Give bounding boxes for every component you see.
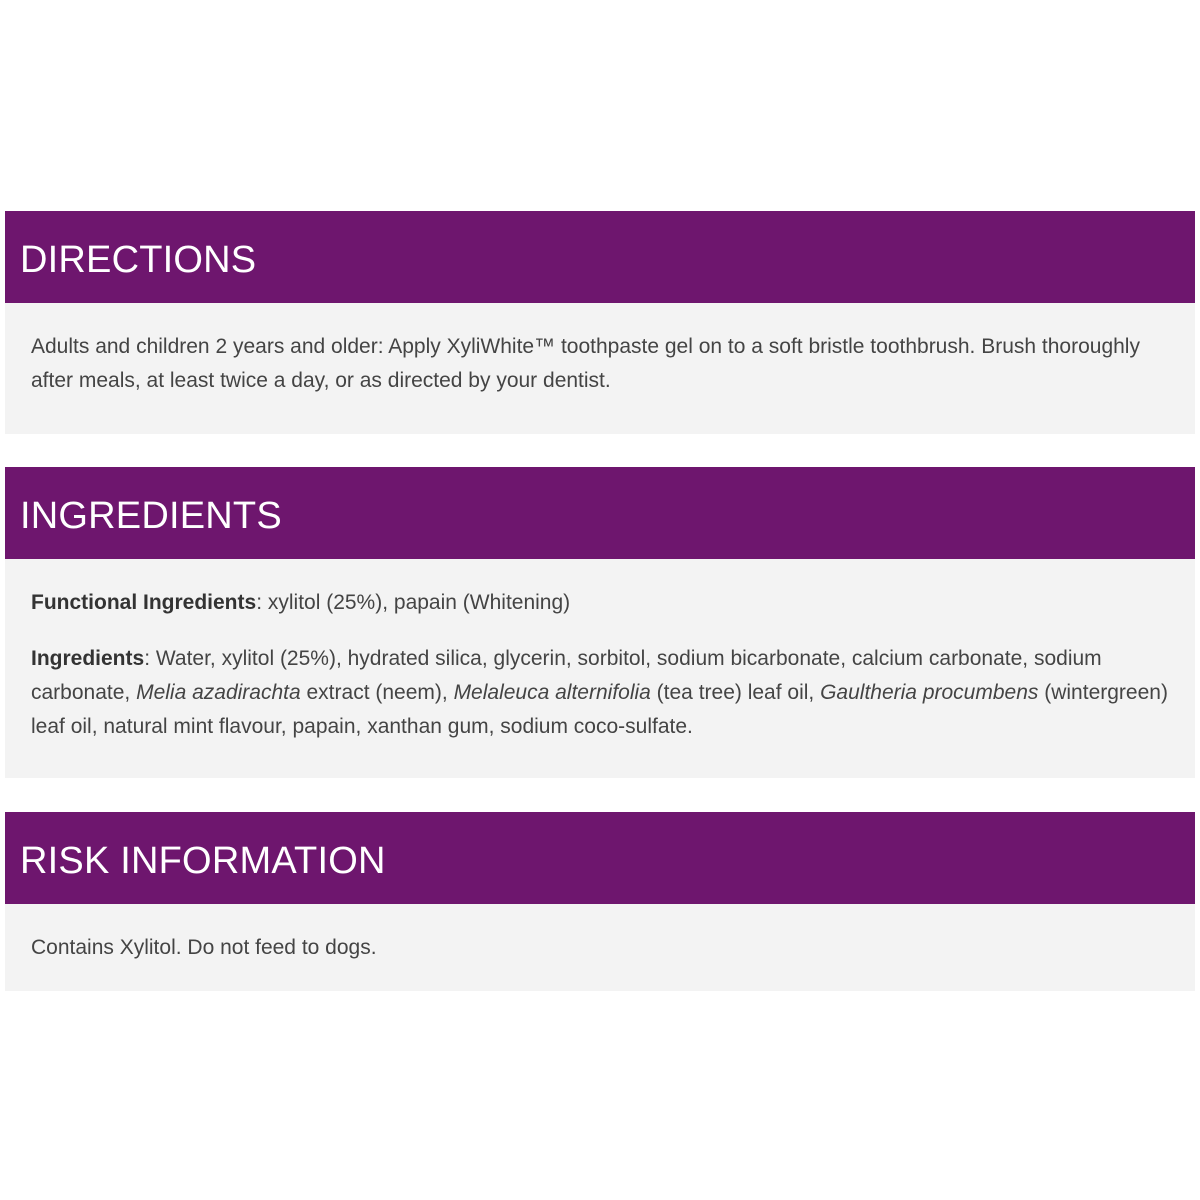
directions-title: DIRECTIONS bbox=[20, 238, 257, 281]
risk-body bbox=[5, 904, 1195, 991]
risk-text: Contains Xylitol. Do not feed to dogs. bbox=[31, 936, 377, 959]
ingredient-botanical-name: Melaleuca alternifolia bbox=[453, 681, 651, 704]
directions-text: Adults and children 2 years and older: Apply XyliWhite™ toothpaste gel on to a soft bristle toothbrush. Brush thoroughly after meals, at least twice a day, or as directed by your dentist. bbox=[31, 335, 1140, 392]
directions-body bbox=[5, 303, 1195, 434]
functional-ingredients-paragraph bbox=[31, 586, 1175, 620]
directions-section bbox=[5, 211, 1195, 434]
ingredients-title: INGREDIENTS bbox=[20, 494, 282, 537]
ingredients-header bbox=[5, 467, 1195, 559]
risk-title: RISK INFORMATION bbox=[20, 839, 386, 882]
ingredients-text: (wintergreen) leaf oil, natural mint flavour, papain, xanthan gum, sodium coco-sulfate. bbox=[31, 681, 1168, 738]
functional-ingredients-label: Functional Ingredients bbox=[31, 591, 257, 614]
ingredients-text: : Water, xylitol (25%), hydrated silica, glycerin, sorbitol, sodium bicarbonate, calcium carbonate, sodium carbonate, bbox=[31, 647, 1102, 704]
ingredients-label: Ingredients bbox=[31, 647, 145, 670]
ingredients-text: extract (neem), bbox=[300, 681, 454, 704]
risk-header bbox=[5, 812, 1195, 904]
ingredients-text: (tea tree) leaf oil, bbox=[650, 681, 821, 704]
ingredient-botanical-name: Gaultheria procumbens bbox=[820, 681, 1039, 704]
ingredients-paragraph bbox=[31, 642, 1175, 744]
risk-section bbox=[5, 812, 1195, 991]
ingredient-botanical-name: Melia azadirachta bbox=[136, 681, 301, 704]
functional-ingredients-text: : xylitol (25%), papain (Whitening) bbox=[256, 591, 571, 614]
ingredients-section bbox=[5, 467, 1195, 778]
ingredients-body bbox=[5, 559, 1195, 778]
directions-header bbox=[5, 211, 1195, 303]
